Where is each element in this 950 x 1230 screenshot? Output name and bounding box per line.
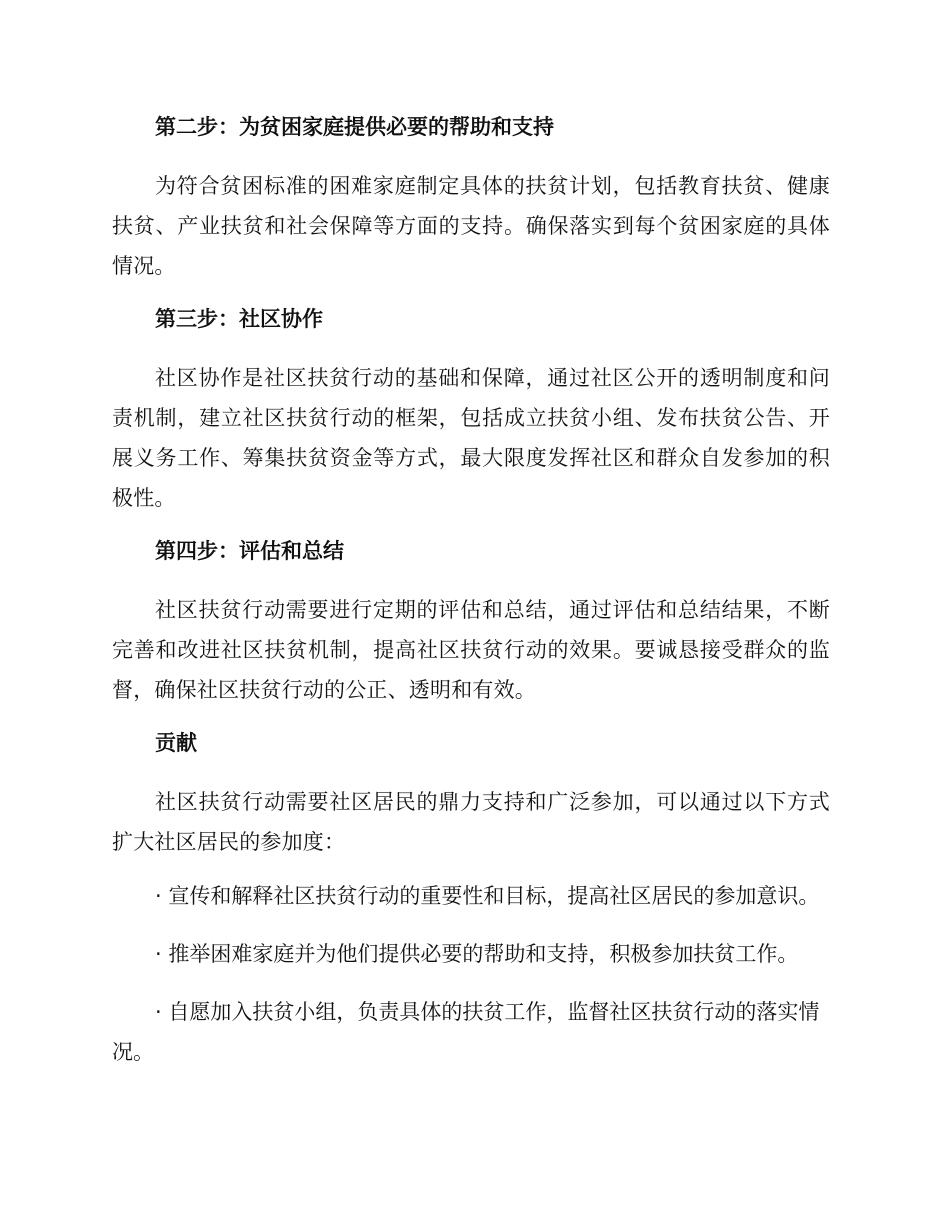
- document-page: [112, 108, 830, 1090]
- section-heading-step3: 第三步：社区协作: [155, 307, 323, 331]
- bullet-item-2: · 推举困难家庭并为他们提供必要的帮助和支持，积极参加扶贫工作。: [155, 942, 799, 966]
- section-paragraph-step2: 为符合贫困标准的困难家庭制定具体的扶贫计划，包括教育扶贫、健康扶贫、产业扶贫和社会保障等方面的支持。确保落实到每个贫困家庭的具体情况。: [112, 174, 830, 278]
- section-paragraph-contribution: 社区扶贫行动需要社区居民的鼎力支持和广泛参加，可以通过以下方式扩大社区居民的参加度：: [112, 790, 830, 854]
- section-heading-contribution: 贡献: [155, 731, 197, 755]
- section-paragraph-step3: 社区协作是社区扶贫行动的基础和保障，通过社区公开的透明制度和问责机制，建立社区扶贫行动的框架，包括成立扶贫小组、发布扶贫公告、开展义务工作、筹集扶贫资金等方式，最大限度发挥社区和群众自发参加的积极性。: [112, 366, 830, 510]
- bullet-item-1: · 宣传和解释社区扶贫行动的重要性和目标，提高社区居民的参加意识。: [155, 884, 820, 908]
- section-paragraph-step4: 社区扶贫行动需要进行定期的评估和总结，通过评估和总结结果，不断完善和改进社区扶贫机制，提高社区扶贫行动的效果。要诚恳接受群众的监督，确保社区扶贫行动的公正、透明和有效。: [112, 598, 830, 702]
- bullet-item-3: · 自愿加入扶贫小组，负责具体的扶贫工作，监督社区扶贫行动的落实情况。: [112, 1000, 820, 1064]
- section-heading-step2: 第二步：为贫困家庭提供必要的帮助和支持: [155, 115, 554, 139]
- section-heading-step4: 第四步：评估和总结: [155, 539, 344, 563]
